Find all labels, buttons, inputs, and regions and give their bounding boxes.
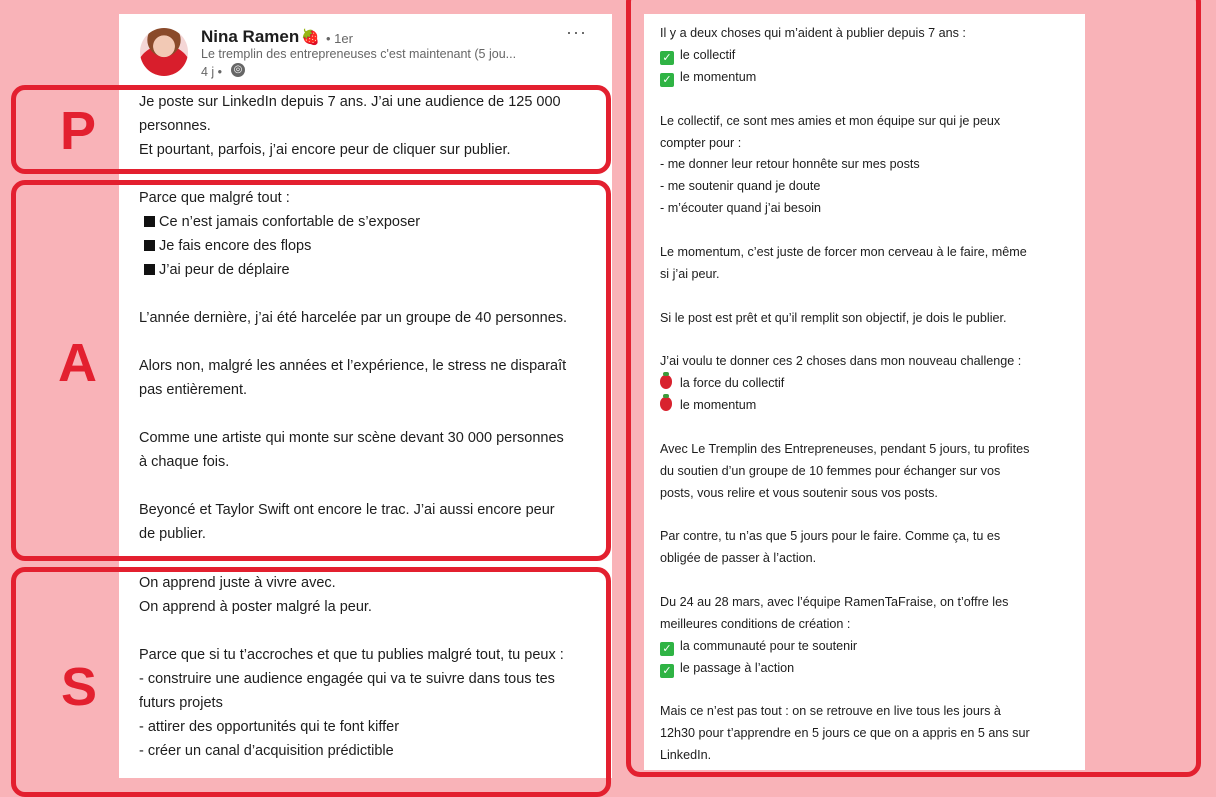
p-line-3: Et pourtant, parfois, j’ai encore peur de cliquer sur publier.: [139, 142, 511, 158]
r-line-10: si j’ai peur.: [660, 267, 720, 281]
p-line-1: Je poste sur LinkedIn depuis 7 ans. J’ai une audience de 125 000: [139, 94, 561, 110]
a-line-3: Alors non, malgré les années et l’expérience, le stress ne disparaît: [139, 358, 567, 374]
r-line-4: Le collectif, ce sont mes amies et mon équipe sur qui je peux: [660, 114, 1001, 128]
s-line-7: - créer un canal d’acquisition prédictible: [139, 743, 394, 759]
a-line-8: de publier.: [139, 526, 206, 542]
r-line-12: J’ai voulu te donner ces 2 choses dans mon nouveau challenge :: [660, 354, 1022, 368]
r-line-7: - me soutenir quand je doute: [660, 179, 821, 193]
connection-degree: • 1er: [326, 31, 353, 46]
r-line-6: - me donner leur retour honnête sur mes posts: [660, 157, 920, 171]
s-line-6: - attirer des opportunités qui te font kiffer: [139, 719, 400, 735]
r-check-3: ✓ la communauté pour te soutenir: [660, 635, 857, 657]
r-line-17: posts, vous relire et vous soutenir sous vos posts.: [660, 486, 938, 500]
p-section-frame: [11, 85, 611, 174]
check-icon: ✓: [660, 664, 674, 678]
check-icon: ✓: [660, 73, 674, 87]
r-line-18: Par contre, tu n’as que 5 jours pour le faire. Comme ça, tu es: [660, 529, 1001, 543]
r-berry-1: la force du collectif: [660, 372, 784, 394]
r-check-1: ✓ le collectif: [660, 44, 735, 66]
a-bullet-1: Ce n’est jamais confortable de s’exposer: [144, 210, 420, 234]
r-line-11: Si le post est prêt et qu’il remplit son objectif, je dois le publier.: [660, 311, 1007, 325]
a-line-5: Comme une artiste qui monte sur scène devant 30 000 personnes: [139, 430, 564, 446]
a-line-2: L’année dernière, j’ai été harcelée par un groupe de 40 personnes.: [139, 310, 568, 326]
s-letter: S: [61, 657, 98, 717]
a-line-1: Parce que malgré tout :: [139, 190, 290, 206]
strawberry-icon: 🍓: [301, 29, 320, 46]
s-section-frame: [11, 567, 611, 797]
r-line-21: meilleures conditions de création :: [660, 617, 851, 631]
a-letter: A: [58, 333, 97, 393]
s-line-2: On apprend à poster malgré la peur.: [139, 599, 372, 615]
r-line-5: compter pour :: [660, 136, 742, 150]
a-section-frame: [11, 180, 611, 561]
r-line-16: du soutien d’un groupe de 10 femmes pour échanger sur vos: [660, 464, 1001, 478]
s-line-3: Parce que si tu t’accroches et que tu publies malgré tout, tu peux :: [139, 647, 564, 663]
r-line-24: Mais ce n’est pas tout : on se retrouve en live tous les jours à: [660, 704, 1001, 718]
author-avatar[interactable]: [140, 28, 188, 76]
a-line-7: Beyoncé et Taylor Swift ont encore le trac. J’ai aussi encore peur: [139, 502, 555, 518]
check-icon: ✓: [660, 51, 674, 65]
s-line-5: futurs projets: [139, 695, 223, 711]
r-line-1: Il y a deux choses qui m’aident à publier depuis 7 ans :: [660, 26, 966, 40]
a-bullet-3: J’ai peur de déplaire: [144, 258, 290, 282]
a-line-4: pas entièrement.: [139, 382, 248, 398]
a-line-6: à chaque fois.: [139, 454, 230, 470]
r-line-26: LinkedIn.: [660, 748, 712, 762]
a-bullet-2: Je fais encore des flops: [144, 234, 311, 258]
author-name[interactable]: Nina Ramen: [201, 27, 300, 46]
check-icon: ✓: [660, 642, 674, 656]
post-time: 4 j •: [201, 65, 223, 79]
r-berry-2: le momentum: [660, 394, 756, 416]
p-letter: P: [60, 101, 97, 161]
right-section-frame: [626, 0, 1201, 777]
author-headline: Le tremplin des entrepreneuses c'est maintenant (5 jou...: [201, 47, 517, 61]
more-options-button[interactable]: ···: [566, 22, 587, 42]
r-line-8: - m’écouter quand j’ai besoin: [660, 201, 822, 215]
r-line-25: 12h30 pour t’apprendre en 5 jours ce que on a appris en 5 ans sur: [660, 726, 1030, 740]
p-line-2: personnes.: [139, 118, 211, 134]
s-line-1: On apprend juste à vivre avec.: [139, 575, 336, 591]
r-line-9: Le momentum, c’est juste de forcer mon cerveau à le faire, même: [660, 245, 1027, 259]
globe-icon: ◎: [231, 63, 245, 77]
r-check-4: ✓ le passage à l’action: [660, 657, 794, 679]
r-line-15: Avec Le Tremplin des Entrepreneuses, pendant 5 jours, tu profites: [660, 442, 1030, 456]
s-line-4: - construire une audience engagée qui va te suivre dans tous tes: [139, 671, 555, 687]
r-line-19: obligée de passer à l’action.: [660, 551, 817, 565]
r-check-2: ✓ le momentum: [660, 66, 756, 88]
r-line-20: Du 24 au 28 mars, avec l’équipe RamenTaFraise, on t’offre les: [660, 595, 1009, 609]
